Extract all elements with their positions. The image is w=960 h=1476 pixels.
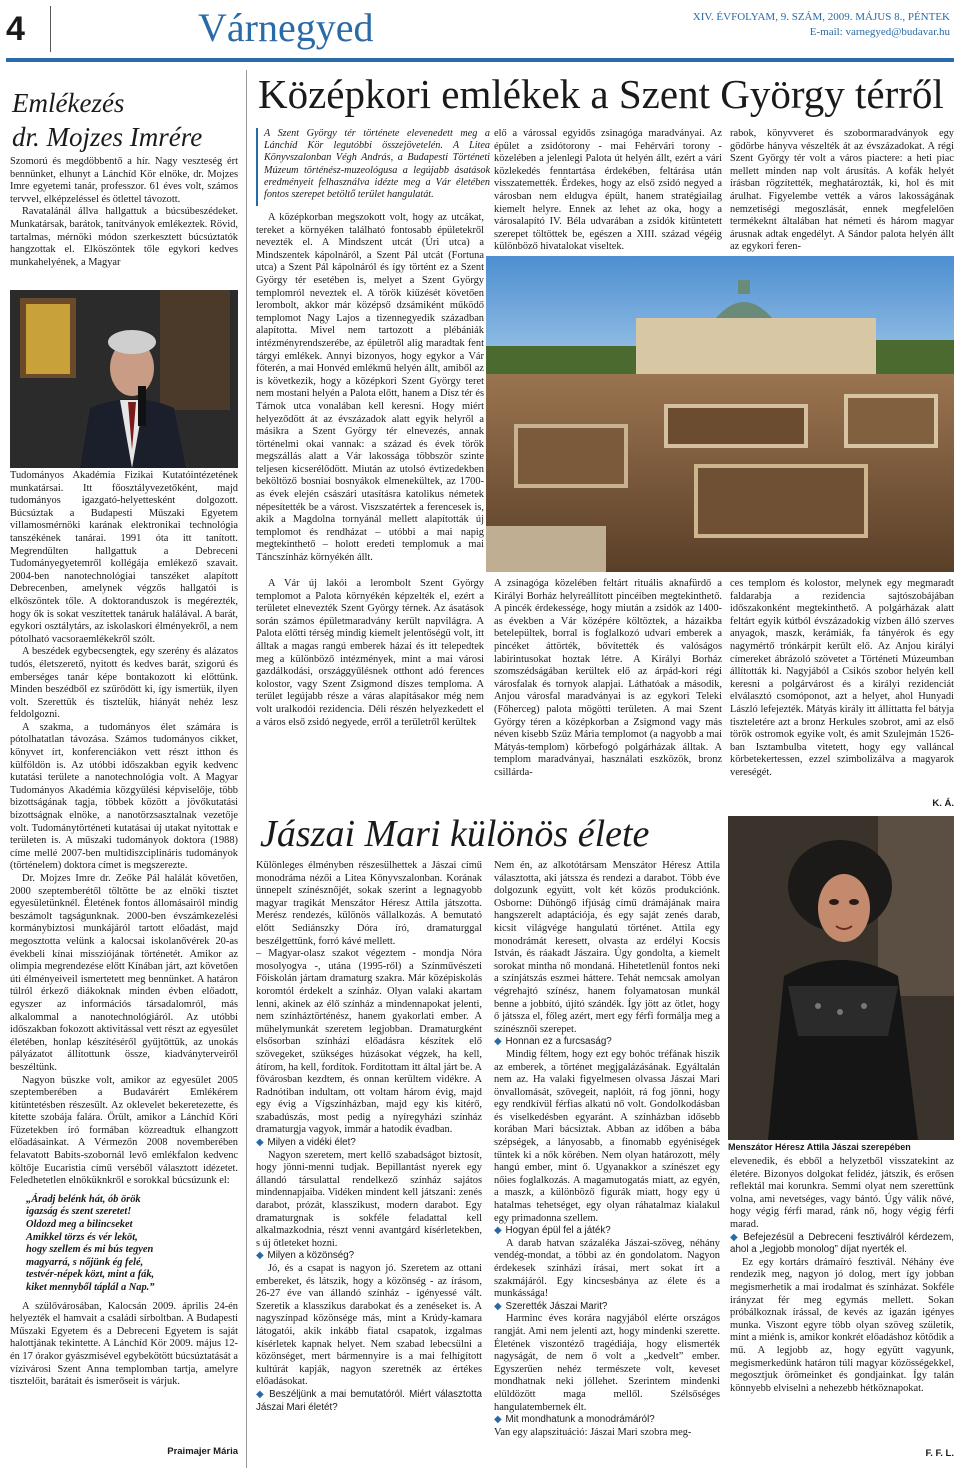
issue-info: [693, 10, 950, 40]
obituary-title: [12, 86, 202, 154]
question: [256, 1250, 482, 1263]
obituary-text-top: [10, 156, 238, 290]
article1-col2-bottom: [494, 578, 722, 806]
paragraph: Jó, és a csapat is nagyon jó. Szeretem az ottani embereket, és látszik, hogy a közönség - az írásom, 26-27 éve van állandó színház - igényessé vált. Szeretik a klasszikus darabokat és a zenéseket is. A nagyszínpad közönsége más, mint a Krúdy-kamara látogatói, akik inkább fiatal csapatok, izgalmas kísérletek kapnak helyet. Nem szabad lebecsülni a közönséget, mert bármennyire is a mai felhígított kultúrát kapják, nagyon szeretnék az értékes előadásokat.: [256, 1263, 482, 1388]
diamond-icon: ◆: [256, 1250, 264, 1262]
paragraph: Ravatalánál állva hallgattuk a búcsúbeszédeket. Munkatársak, barátok, tanítványok emlékeztek. Rövid, tartalmas, mérnöki módon szerkesztett búcsúztatók hangzottak el. Elköszöntek tőle egykori kedves munkahelyének, a Magyar: [10, 206, 238, 268]
diamond-icon: ◆: [494, 1036, 502, 1048]
diamond-icon: ◆: [256, 1388, 266, 1400]
question-text: Befejezésül a Debreceni fesztiválról kérdezem, ahol a „legjobb monolog” díjat nyerték el.: [730, 1231, 954, 1256]
paragraph: elevenedik, és ebből a helyzetből visszatekint az életére. Bizonyos dolgokat felidéz, játszik, és erősen reflektál mai korunkra. Semmi olyat nem szerettünk volna, ami nevetséges, vagy bántó. Úgy válik nővé, hogy végig férfi marad, ránk nő, hogy végig férfi marad.: [730, 1156, 954, 1230]
actor-photo-illustration: [728, 816, 954, 1140]
poem: [26, 1194, 238, 1295]
diamond-icon: ◆: [494, 1414, 502, 1426]
question-text: Milyen a vidéki élet?: [267, 1137, 356, 1149]
diamond-icon: ◆: [256, 1137, 264, 1149]
diamond-icon: ◆: [494, 1225, 502, 1237]
article1-col1-bottom: [256, 578, 484, 806]
jaszai-actor-photo: [728, 816, 954, 1140]
poem-line: testvér-népek közt, mint a fák,: [26, 1269, 155, 1281]
obituary-signature: Praimajer Mária: [167, 1446, 238, 1457]
paragraph: Nagyon szeretem, mert kellő szabadságot biztosít, hogy jönni-menni tudjak. Bepillantást nyerek egy állandó társulattal rendelkező színház sajátos mindennapjaiba. Vidéken mindent kell játszani: zenés darabot, prózát, klasszikust, modern darabot. Egy dramaturgnak is sokféle feladattal kell alkalmazkodnia, részt venni avantgárd kísérletekben, s új ötleteket hozni.: [256, 1149, 482, 1249]
article1-col3-bottom: [730, 578, 954, 796]
header-divider: [50, 6, 51, 52]
question-text: Honnan ez a furcsaság?: [505, 1036, 612, 1048]
article2-col3: [730, 1156, 954, 1446]
paragraph: Szomorú és megdöbbentő a hír. Nagy veszteség ért bennünket, elhunyt a Lánchíd Kör elnöke, dr. Mojzes Imre egyetemi tanár, professzor. 61 éves volt, számos tervvel, elképzeléssel és ötlettel távozott.: [10, 156, 238, 205]
poem-line: igazság és szent szeretet!: [26, 1206, 132, 1218]
obituary-title-line2: dr. Mojzes Imrére: [12, 122, 203, 152]
excavation-photo-illustration: [486, 256, 954, 572]
paragraph: A darab hatvan százaléka Jászai-szöveg, néhány vendég-mondat, a többi az én gondolatom. Nagyon érdekesek színházi írásai, mert sokat írt a szakmájáról. Egy kincsesbánya az élete és a munkássága!: [494, 1237, 720, 1300]
paragraph: A zsinagóga közelében feltárt rituális aknafürdő a Királyi Borház helyreállított pincéiben megtekinthető. A pincék érdekessége, hogy miután a zsidók az 1400-as években a Vár középére költöztek, a házaikba betelepültek, borral is foglalkozó udvari emberek a pincéket áttörték, bővítették és valóságos labirintusokat hoztak létre. A Királyi Borház szomszédságában kerültek elő az árpád-kori régi városfalak és tornyok alapjai. Láthatóak a második, Anjou városfal maradványai is az egykori Teleki (Főherceg) palota mögötti területen. A mai Szent György téren a középkorban a Zsigmond vagy más néven kisebb Szűz Mária templomot (a nagyobb a mai Mátyás-templom) körbefogó polgárházak álltak. A templom maradványai, használati eszközök, bronz csillárda-: [494, 578, 722, 778]
article1-col2-top: [494, 128, 722, 252]
poem-line: „Áradj belénk hát, ób örök: [26, 1193, 141, 1205]
article1-signature: K. Á.: [932, 798, 954, 809]
obituary-title-line1: Emlékezés: [12, 88, 125, 118]
paragraph: rabok, könyvveret és szobormaradványok egy gödörbe hányva vészelték át az évszázadokat. A régi Szent György tér volt a város piactere: a heti piac mellett minden nap volt árusítás. A kofák helyét írásban rögzítették, meghatározták, ki, hol és mit árulhat. Figyelembe vették a város lakosságának nemzetiségi megoszlását, ennek megfelelően termékeknt általában hat németi és három magyar árusnak adtak engedélyt. A Sándor palota helyén állt az egykori feren-: [730, 128, 954, 252]
article1-col3-top: [730, 128, 954, 252]
question: [494, 1301, 720, 1314]
question: [730, 1232, 954, 1257]
question: [256, 1389, 482, 1414]
paragraph: Van egy alapszituáció: Jászai Mari szobra meg-: [494, 1426, 692, 1438]
question: [494, 1036, 720, 1049]
paragraph: ces templom és kolostor, melynek egy megmaradt faldarabja a rezidencia sajtószobájában időszakonként megtekinthető. A polgárházak alatt feltárt egyik kútból évszázadokig vízben álló szerves anyagok, maszk, kerámiák, fa tányérok és egy nagymértő trónkárpit került elő. Az Anjou királyi címereket ábrázoló szövetet a Történeti Múzeumban állították ki. Nagyjából a Csikós szobor helyén kell keresni a polgárvárost és a királyi rezidenciát elválasztó csomóponot, azt a helyet, ahol Hunyadi László lefejezték. Mátyás király itt állíttatta fel bátyja tiszteletére azt a bronz Herkules szobrot, ami az első török ostromok egyike volt, és amit Szulejmán 1526-ban Isztambulba vitetett, hogy egy valláncal körbetekertessen, ezzel szimbolizálva a magyarok vereségét.: [730, 578, 954, 778]
article2-signature: F. F. L.: [925, 1448, 954, 1459]
paragraph: Nem én, az alkotótársam Menszátor Héresz Attila választotta, aki játssza és rendezi a darabot. Több éve dolgozunk együtt, volt két közös produkciónk. Osborne: Dühöngő ifjúság című drámájának maira hangszerelt adaptációja, és egy saját zenés darab, kicsit világvége hangulatú történet. Attila egy monodrámát keresett, olvasta az erdélyi Kocsis István, és ráakadt Jászaira. Úgy gondolta, a kiemelt sorokat mintha nő mondaná. Hihetetlenül fontos neki a színjátszás eszmei háttere. Tehát nemcsak amolyan végrehajtó színész, hanem folyamatosan munkál benne a jobbító, újító szándék. Így jött az ötlet, hogy ő játssza el, főleg azért, mert egy férfi formálja meg a színésznői szerepet.: [494, 860, 720, 1035]
email-line: E-mail: varnegyed@budavar.hu: [809, 26, 950, 38]
question: [494, 1225, 720, 1238]
question-text: Beszéljünk a mai bemutatóról. Miért választotta Jászai Mari életét?: [256, 1388, 482, 1413]
page-number: 4: [6, 10, 25, 48]
question-text: Hogyan épül fel a játék?: [505, 1225, 611, 1237]
question-text: Szerették Jászai Marit?: [505, 1300, 608, 1312]
poem-line: Oldozd meg a bilincseket: [26, 1219, 133, 1231]
question: [256, 1137, 482, 1150]
paragraph: A szülővárosában, Kalocsán 2009. április 24-én helyezték el hamvait a családi sírboltban. A Budapesti Műszaki Egyetem és a Debreceni Egyetem is saját halottjának tekintette. A Lánchíd Kör 2009. május 12-én 17 órakor gyászmisével egybekötött búcsúztatását a vízivárosi Szent Anna templomban tartja, amelyre tisztelőit, barátait és ismerőseit is várjuk.: [10, 1300, 238, 1388]
poem-line: Amikkel törzs és vér leköt,: [26, 1231, 138, 1243]
paragraph: Nagyon büszke volt, amikor az egyesület 2005 szeptemberében a Budavárért Emlékérem kitüntetésben részesült. Az oklevelet bekeretezette, és kitette szobája falára. Örült, amikor a Lánchíd Köri Füzetekben író formában közreadtuk elhangzott előadásainkat. A Vérmezőn 2008 novemberében felavatott Babits-szobornál levő emlékfalon kedvenc költője Eucaristia című verséből választott idézetet. Feledhetetlen elnöküknkről e sorokkal búcsúzunk el:: [10, 1074, 238, 1187]
article2-col1: [256, 860, 482, 1458]
poem-line: kiket mennyből táplál a Nap.”: [26, 1282, 155, 1293]
mojzes-photo-illustration: [10, 290, 238, 468]
excavation-photo: [486, 256, 954, 572]
obituary-text-bottom: [10, 470, 238, 1440]
diamond-icon: ◆: [494, 1300, 502, 1312]
photo-caption: Menszátor Héresz Attila Jászai szerepében: [728, 1142, 911, 1152]
article1-col1-top: [256, 212, 484, 574]
paragraph: A szakma, a tudományos élet számára is pótolhatatlan távozása. Számos tudományos cikket, könyvet írt, konferenciákon vett részt itthon és külföldön is. Az utóbbi időszakban egyik kedvenc kutatási területe a nanotechnológia volt. A Magyar Tudományos Akadémia közgyűlési képviselője, több bizottságának tagja, többek között a jövőkutatási bizottságnak elnöke, a nanotörzsasztalnak vezetője volt. Tudománytörténeti kutatásai új utakat nyitottak e területen is. A műszaki tudományok doktora (1988) címe mellé 2007-ben multidiszciplináris tudományok (történelem) doktora címet is megszerezte.: [10, 721, 238, 872]
paragraph: Mindig féltem, hogy ezt egy bohóc tréfának hiszik az emberek, a történet megjgalázásának. Egyáltalán nem az. Ha valaki figyelmesen olvassa Jászai Mari önvallomását, szövegeit, naplóit, rá fog jönni, hogy egy rendkívül férfias alkatú nő volt. Gondolkodásban és viselkedésben egyaránt. A színházban idősebb korában Mari bácsiztak. Abban az időben a bába szépségek, a lányosabb, a finomabb egyéniségek tűntek ki a nők körében. Nem olyan határozott, mély hangú ember, mint ő. Ugyanakkor a színészet egy nőies foglalkozás. A magamutogatás miatt, az egyén, a maszk, a különböző figurák miatt, hogy egy ú hatalmas tehetséget, egy olyan ráhatalmaz kialakul egy primadonna szellem.: [494, 1048, 720, 1224]
article1-lead: A Szent György tér története elevenedett meg a Lánchíd Kör legutóbbi összejövetelén. A Litea Könyvszalonban Végh András, a Budapesti Történeti Múzeum történész-muzeológusa a legújabb ásatások eredményeit felhasználva idézte meg a Vár életében fontos szerepet betöltő terület hangulatát.: [256, 128, 490, 206]
paragraph: A beszédek egybecsengtek, egy szerény és alázatos tudós, életszerető, nyitott és kedves barát, szigorú és emberséges tanár képe bontakozott ki előttünk. Minden beszédből ez szűrődött ki, így ismertük, ilyen volt. Szerettük és tisztelük, hiányát nehéz lesz feldolgozni.: [10, 646, 238, 721]
mojzes-photo: [10, 290, 238, 468]
paragraph: Tudományos Akadémia Fizikai Kutatóintézetének munkatársai. Itt főosztályvezetőként, majd tudományos igazgató-helyettesként dolgozott. Búcsúztak a Budapesti Műszaki Egyetem villamosmérnöki karának elektronikai technológia tanszékének tanárai. 1991 óta itt tanított. Megrendülten hallgattuk a Debreceni Tudományegyetemről kollégája emlékező szavait. 2004-ben nanotechnológiai tanszéket alapított Debrecenben, amelynek végzős hallgatói is elköszöntek tőle. A doktoranduszok is megérezték, hogy ők is sokat veszítettek tanáruk halálával. A barát, egykori osztálytárs, az iskolaskori élményekről, a nem pótolható vacsoraemlékekről szólt.: [10, 470, 238, 645]
article1-headline: Középkori emlékek a Szent György térről: [258, 71, 944, 117]
issue-line: XIV. ÉVFOLYAM, 9. SZÁM, 2009. MÁJUS 8., PÉNTEK: [692, 11, 950, 23]
page-header: [0, 0, 960, 62]
question-text: Milyen a közönség?: [267, 1250, 355, 1262]
masthead: Várnegyed: [198, 5, 374, 50]
paragraph: Különleges élményben részesülhettek a Jászai című monodráma nézői a Litea Könyvszalonban. Korának ünnepelt színésznőjét, sokak szerint a legnagyobb magyar tragikát Menszátor Héresz Attila játszotta. Merész rendezés, különös vállalkozás. A bemutató előtt Sediánszky Dóra író, dramaturggal beszélgettünk, forró kávé mellett. – Magyar-olasz szakot végeztem - mondja Nóra mosolyogva -, utána (1995-ről) a Színművészeti Főiskolán jártam dramaturg szakra. Már középiskolás koromtól érdekelt a színház. Olyan valaki akartam lenni, akinek az élő színház a mindennapokat jelenti, nem színháztörténész, hanem gyakorlati ember. A műhelymunkát szeretem legjobban. Dramaturgként elsősorban színházi előadásra készítek elő szövegeket, szükséges húzásokat végzek, ha kell, átírom, ha kell, fordítok. Forditottam itt által járt be. A fővárosban kezdtem, és onnan kerültem vidékre. A Radnótiban indultam, ott voltam három évig, majd egy évig a Vígszínházban, majd egy kis kitérő, szabadúszás, most pedig a nyíregyházi színház dramaturgja vagyok, immár a hatodik évadban.: [256, 860, 482, 1136]
article2-col2: [494, 860, 720, 1458]
paragraph: A középkorban megszokott volt, hogy az utcákat, tereket a környéken található fontosabb épületekről nevezték el. A Mindszent utcát (Úri utca) a Mindszentek kápolnáról, a Szent Pál utcát (Fortuna utca) a Szent Pál kápolnáról és így történt ez a Szent György tér esetében is, melyet a Szent György templomról neveztek el. A török kiűzését követően lerombolt, akkor már középső dzsámiként működő templomot Nagy Lajos a tizennegyedik században alapította. Mivel nem tartozott a plébániák intézményrendszerébe, az épületről alig maradtak fent tárgyi emlékek. Annyi bizonyos, hogy egykor a Vár főterén, a mai Honvéd emlékmű helyén állt, amiből az is következik, hogy a középkori Szent György teret nem mostani helyén a Palota előtt, hanem a Dísz tér és Tárnok utca vonalában kell keresni. Hogy miért helyeződött át az évszázadok alatt egyik helyről a másikra a Szent György tér elnevezés, annak történelmi okai vannak: a század és évek török megszállás alatt a Vár lakossága többször szinte teljesen kicserélődött. Miután az utolsó évtizedekben beköltöző bosniai bosnyákok elmenekültek, az 1700-as évek elején császári utasításra katolikus németek népesítették be a várost. Viszszatértek a ferencesek is, akik a Magdolna tornyánál mellett alapították új templomot és rendházat – utóbbi a mai napig megtekinthető – holott eredeti templomuk a mai Táncszínház környékén állt.: [256, 212, 484, 564]
header-rule: [6, 58, 954, 62]
paragraph: A Vár új lakói a lerombolt Szent György templomot a Palota környékén képzelték el, ezért a területet elnevezték Szent György térnek. Az ásatások során számos épületmaradvány került napvilágra. A Palota előtti térség mindig kiemelt jelentőségű volt, itt álltak a magas rangú emberek házai és itt telepedtek meg a különböző intézmények, mint a mai városi gazdálkodási, országgyűlésnek otthont adó ferences kolostor, vagy Szent Zsigmond díszes temploma. A terület legújabb része a váras alapításakor még nem volt uralkodói rezidencia. Déli részén helyezkedett el a város első zsidó negyede, erről a területről kerültek: [256, 578, 484, 728]
question-text: Mit mondhatunk a monodrámáról?: [505, 1414, 655, 1426]
paragraph: elő a várossal egyidős zsinagóga maradványai. Az épület a zsidótorony - mai Fehérvári torony - közelében a jelenlegi Palota út helyén állt, ezért a vári közlekedés fenntartása érdekében, feltárása után visszatemették. Érdekes, hogy az első zsidó negyed a városban nem eldugva épült, hanem stratégiailag kiemelt helyre. Ennek az lehet az oka, hogy a városalapító IV. Béla udvarában a zsidók kitüntetett szerepet töltöttek be, egészen a XIII. század végéig különböző hivatalokat viseltek.: [494, 128, 722, 252]
diamond-icon: ◆: [730, 1231, 740, 1243]
paragraph: Harminc éves korára nagyjából elérte országos rangját. Ami nem jelenti azt, hogy mindenki szerette. Életének viszontéző tragédiája, hogy elismerték nagyságát, de nem ő volt a „kedvelt” ember. Egyszerűen nehéz természete volt, keveset mondhatnak neki jóllehet. Szerintem mindenki elüldözött maga mellől. Szélsőséges hangulatembernek élt.: [494, 1313, 720, 1413]
paragraph: Dr. Mojzes Imre dr. Zeőke Pál halálát követően, 2000 szeptemberétől töltötte be az elnöki tisztet egyesületünknél. Életének fontos állomásairól mindig beszámolt tagságunknak. 2000-ben évszámkezelési kormánybiztosi munkájáról tartott előadást, majd megosztotta velünk a kalocsai iskolanővérek 20-as évekbeli kínai missziójának történetét. Amikor az olimpia megrendezése előtt Kínában járt, azt követően úti élményeiveil ismertetett meg bennünket. A határon túlról érkező diákoknak minden évben előadott, egyszer az információs társadalomról, más alkalommal a nanotechnológiáról. Az utóbbi időszakban fokozott aktivitással vett részt az egyesület életében, honlap készítéséről gyűjtöttük, az unokás pályázatot állítottunk össze, kiadványterveiről beszéltünk.: [10, 873, 238, 1073]
poem-line: magyarrá, s nőjünk ég felé,: [26, 1256, 144, 1268]
article2-title: Jászai Mari különös élete: [260, 813, 650, 855]
paragraph: Ez egy kortárs drámaíró fesztivál. Néhány éve rendezik meg, nagyon jó dolog, mert így jobban megismerhetik a mai irodalmat és színházat. Sokféle irányzat fér meg egymás mellett. Sokan próbálkoznak írással, de kevés az igazán igényes munka. Viszont egyre több olyan szöveg születik, mint a miénk is, amikor konkrét előadáshoz kötődik a mű. A legjobb az, hogy együtt vagyunk, megismerkedünk határon túli magyar közösségekkel, megosztjuk örömeinket és gondjainkat. Így talán könnyebb elviselni a nehezebb hétköznapokat.: [730, 1256, 954, 1394]
question: [494, 1414, 720, 1427]
poem-line: hogy szellem és mi bús tegyen: [26, 1244, 154, 1256]
column-divider: [246, 70, 247, 1468]
